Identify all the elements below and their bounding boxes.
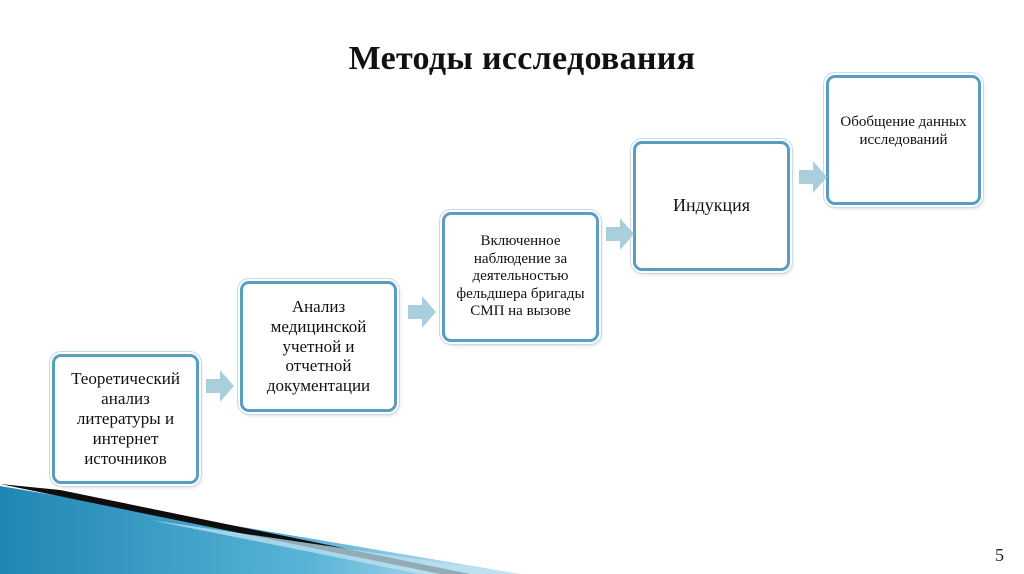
step-4-box (633, 141, 790, 271)
step-2-box (240, 281, 397, 412)
step-5-label: Обобщение данных исследований (840, 114, 967, 148)
arrow-right-icon (206, 370, 234, 402)
slide-title: Методы исследования (348, 40, 696, 77)
step-3-label: Включенное наблюдение за деятельностью фельдшера бригады СМП на вызове (456, 233, 585, 320)
step-3-box (442, 212, 599, 342)
step-4-label: Индукция (672, 195, 751, 216)
step-1-box (52, 354, 199, 484)
page-number: 5 (995, 545, 1004, 565)
step-5-box (826, 75, 981, 205)
arrow-right-icon (408, 296, 436, 328)
step-1-label: Теоретический анализ литературы и интернет источников (71, 369, 180, 468)
step-2-label: Анализ медицинской учетной и отчетной документации (266, 296, 371, 396)
arrow-right-icon (606, 218, 634, 250)
arrow-right-icon (799, 161, 827, 193)
